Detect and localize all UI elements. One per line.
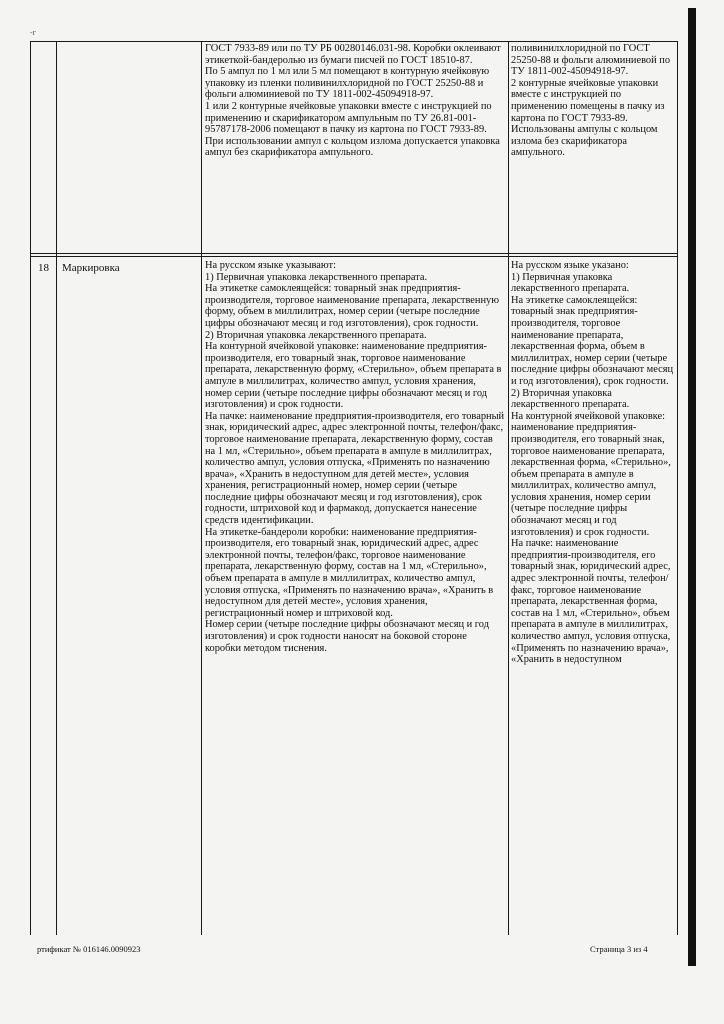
top-col4-para-3: Использованы ампулы с кольцом излома без скарификатора ампульного.	[511, 124, 658, 159]
row-number: 18	[38, 262, 49, 274]
r18-col3-para-4: 2) Вторичная упаковка лекарственного препарата.	[205, 329, 427, 341]
r18-col3-para-6: На пачке: наименование предприятия-производителя, его товарный знак, юридический адрес, адрес электронной почты, телефон/факс, торговое наименование препарата, лекарственную форму, состав на 1 мл, «Стерильно», объем препарата в ампуле в миллилитрах, количество ампул, условия отпуска, «Применять по назначению врача», «Хранить в недоступном для детей месте», условия хранения, регистрационный номер, номер серии (четыре последние цифры обозначают месяц и год изготовления), срок годности, штриховой код и фармакод, допускается нанесение средств идентификации.	[205, 410, 505, 527]
r18-col4-para-1: На русском языке указано:	[511, 260, 629, 271]
r18-col3-para-8: Номер серии (четыре последние цифры обозначают месяц и год изготовления) и срок годности наносят на боковой стороне коробки методом тиснения.	[205, 619, 489, 654]
r18-col4-para-4: 2) Вторичная упаковка лекарственного препарата.	[511, 387, 630, 411]
top-row-result-cell	[511, 43, 675, 251]
marking-requirement-cell	[205, 260, 505, 780]
r18-col4-para-3: На этикетке самоклеящейся: товарный знак предприятия-производителя, торговое наименование препарата, лекарственная форма, объем в миллилитрах, номер серии (четыре последние цифры обозначают месяц и год изготовления), срок годности.	[511, 294, 674, 387]
marking-result-cell	[511, 260, 675, 934]
certificate-number: ртификат № 016146.0090923	[37, 944, 141, 954]
r18-col3-para-5: На контурной ячейковой упаковке: наименование предприятия-производителя, его товарный знак, торговое наименование препарата, лекарственную форму, «Стерильно», объем препарата в ампуле в миллилитрах, количество ампул, условия хранения, номер серии (четыре последние цифры обозначают месяц и год изготовления) и срок годности.	[205, 341, 502, 411]
section-title: Маркировка	[62, 262, 120, 274]
r18-col4-para-5: На контурной ячейковой упаковке: наименование предприятия-производителя, его товарный знак, торговое наименование препарата, лекарственная форма, «Стерильно», объем препарата в ампуле в миллилитрах, количество ампул, условия хранения, номер серии (четыре последние цифры обозначают месяц и год изготовления) и срок годности.	[511, 410, 671, 538]
r18-col3-para-7: На этикетке-бандероли коробки: наименование предприятия-производителя, его товарный знак, юридический адрес, адрес электронной почты, телефон/факс, торговое наименование препарата, лекарственную форму, состав на 1 мл, «Стерильно», объем препарата в ампуле в миллилитрах, количество ампул, условия отпуска, «Применять по назначению врача», «Хранить в недоступном для детей месте», условия хранения, регистрационный номер и штриховой код.	[205, 526, 494, 619]
r18-col4-para-6: На пачке: наименование предприятия-производителя, его товарный знак, юридический адрес, адрес электронной почты, телефон/факс, торговое наименование препарата, лекарственная форма, состав на 1 мл, «Стерильно», объем препарата в ампуле в миллилитрах, количество ампул, условия отпуска, «Применять по назначению врача», «Хранить в недоступном	[511, 538, 671, 666]
page-number: Страница 3 из 4	[590, 944, 648, 954]
top-col4-para-2: 2 контурные ячейковые упаковки вместе с инструкцией по применению помещены в пачку из картона по ГОСТ 7933-89.	[511, 77, 665, 124]
scan-mark: -г	[30, 28, 36, 37]
r18-col4-para-2: 1) Первичная упаковка лекарственного препарата.	[511, 271, 630, 295]
scan-edge-bar	[688, 8, 696, 966]
top-row-requirement-cell	[205, 43, 505, 251]
top-col3-para-1: ГОСТ 7933-89 или по ТУ РБ 00280146.031-98. Коробки оклеивают этикеткой-бандеролью из бумаги писчей по ГОСТ 18510-87.	[205, 43, 501, 66]
top-col4-para-1: поливинилхлоридной по ГОСТ 25250-88 и фольги алюминиевой по ТУ 1811-002-45094918-97.	[511, 43, 671, 78]
r18-col3-para-1: На русском языке указывают:	[205, 260, 336, 271]
top-col3-para-4: При использовании ампул с кольцом излома допускается упаковка ампул без скарификатора ампульного.	[205, 135, 500, 159]
r18-col3-para-2: 1) Первичная упаковка лекарственного препарата.	[205, 271, 428, 283]
r18-col3-para-3: На этикетке самоклеящейся: товарный знак предприятия-производителя, торговое наименование препарата, лекарственную форму, объем в миллилитрах, номер серии (четыре последние цифры обозначают месяц и год изготовления), срок годности.	[205, 283, 499, 329]
top-col3-para-2: По 5 ампул по 1 мл или 5 мл помещают в контурную ячейковую упаковку из пленки поливинилхлоридной по ГОСТ 25250-88 и фольги алюминиевой по ТУ 1811-002-45094918-97.	[205, 66, 490, 101]
top-col3-para-3: 1 или 2 контурные ячейковые упаковки вместе с инструкцией по применению и скарификатором ампульным по ТУ 26.81-001-95787178-2006 помещают в пачку из картона по ГОСТ 7933-89.	[205, 100, 492, 136]
